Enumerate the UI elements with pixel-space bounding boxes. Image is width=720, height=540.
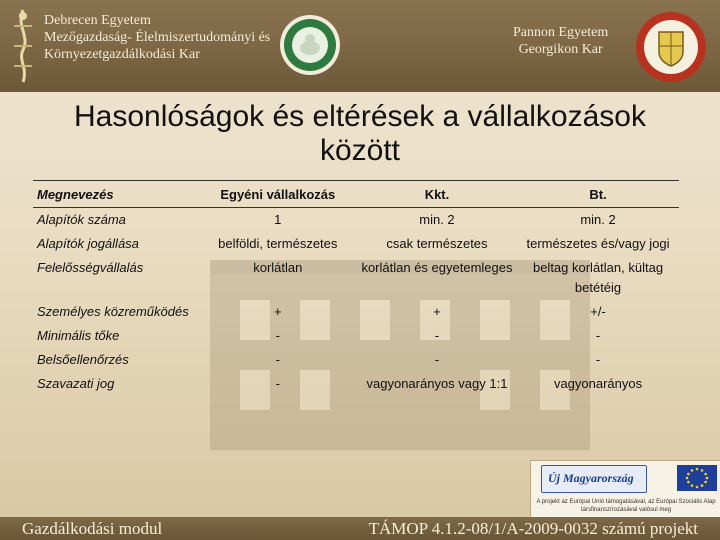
table-row xyxy=(33,348,679,372)
left-institution-line-1: Debrecen Egyetem xyxy=(44,13,151,28)
table-row xyxy=(33,300,679,324)
table-row xyxy=(33,232,679,256)
left-institution-line-2: Mezőgazdaság- Élelmiszertudományi és xyxy=(44,30,271,45)
table-cell: - xyxy=(275,352,280,367)
table-cell: - xyxy=(595,352,601,367)
table-cell: min. 2 xyxy=(419,212,455,227)
table-cell: - xyxy=(275,376,280,391)
eu-funding-box xyxy=(530,460,720,520)
table-cell: korlátlan és egyetemleges xyxy=(361,260,513,275)
header-cell: Kkt. xyxy=(424,186,450,202)
header-cell: Egyéni vállalkozás xyxy=(220,186,336,202)
row-label: Alapítók jogállása xyxy=(37,236,139,251)
right-institution-name xyxy=(513,24,608,58)
georgikon-seal-icon xyxy=(634,10,708,84)
eu-flag-icon xyxy=(677,465,717,491)
row-label: Belsőellenőrzés xyxy=(37,352,129,367)
table-row xyxy=(33,324,679,348)
table-cell: - xyxy=(434,328,440,343)
uj-magyarorszag-logo xyxy=(541,465,647,493)
table-cell: belföldi, természetes xyxy=(218,236,338,251)
table-cell: természetes és/vagy jogi xyxy=(526,236,670,251)
table-row xyxy=(33,208,679,233)
table-cell: - xyxy=(434,352,440,367)
right-institution-line-1: Pannon Egyetem xyxy=(513,25,609,40)
eu-funding-note: A projekt az Európai Unió támogatásával, az Európai Szociális Alap társfinanszírozásával valósul meg xyxy=(536,499,716,513)
table-cell: csak természetes xyxy=(386,236,488,251)
table-cell: + xyxy=(273,304,282,319)
table-cell: 1 xyxy=(274,212,282,227)
footer-bar xyxy=(0,517,720,540)
table-row xyxy=(33,256,679,300)
faculty-seal-icon xyxy=(279,14,341,76)
header-banner xyxy=(0,0,720,92)
university-logo-icon xyxy=(6,6,40,86)
header-cell: Bt. xyxy=(589,186,607,202)
slide-title xyxy=(40,100,680,168)
table-header-row xyxy=(33,181,679,208)
right-institution-line-2: Georgikon Kar xyxy=(518,42,603,57)
table-cell: - xyxy=(595,328,601,343)
row-label: Felelősségvállalás xyxy=(37,260,144,275)
table-cell: + xyxy=(433,304,441,319)
table-cell: vagyonarányos xyxy=(553,376,643,391)
table-cell: korlátlan xyxy=(253,260,303,275)
table-cell: min. 2 xyxy=(580,212,616,227)
table-cell: - xyxy=(275,328,280,343)
table-cell: +/- xyxy=(590,304,606,319)
left-institution-line-3: Környezetgazdálkodási Kar xyxy=(44,47,200,62)
row-label: Szavazati jog xyxy=(37,376,115,391)
row-label: Minimális tőke xyxy=(37,328,120,343)
table-row xyxy=(33,372,679,396)
table-cell: vagyonarányos vagy 1:1 xyxy=(366,376,508,391)
slide-title-line-2: között xyxy=(319,134,401,167)
table-cell: beltag korlátlan, kültag betétéig xyxy=(532,260,664,295)
row-label: Személyes közreműködés xyxy=(37,304,189,319)
left-institution-name xyxy=(44,12,270,63)
row-label: Alapítók száma xyxy=(37,212,126,227)
header-cell: Megnevezés xyxy=(37,186,114,202)
footer-module-name: Gazdálkodási modul xyxy=(22,519,163,538)
comparison-table xyxy=(33,180,679,396)
footer-project-id: TÁMOP 4.1.2-08/1/A-2009-0032 számú projekt xyxy=(368,519,698,538)
slide-title-line-1: Hasonlóságok és eltérések a vállalkozások xyxy=(74,100,646,133)
uj-magyarorszag-text: Új Magyarország xyxy=(548,471,634,485)
